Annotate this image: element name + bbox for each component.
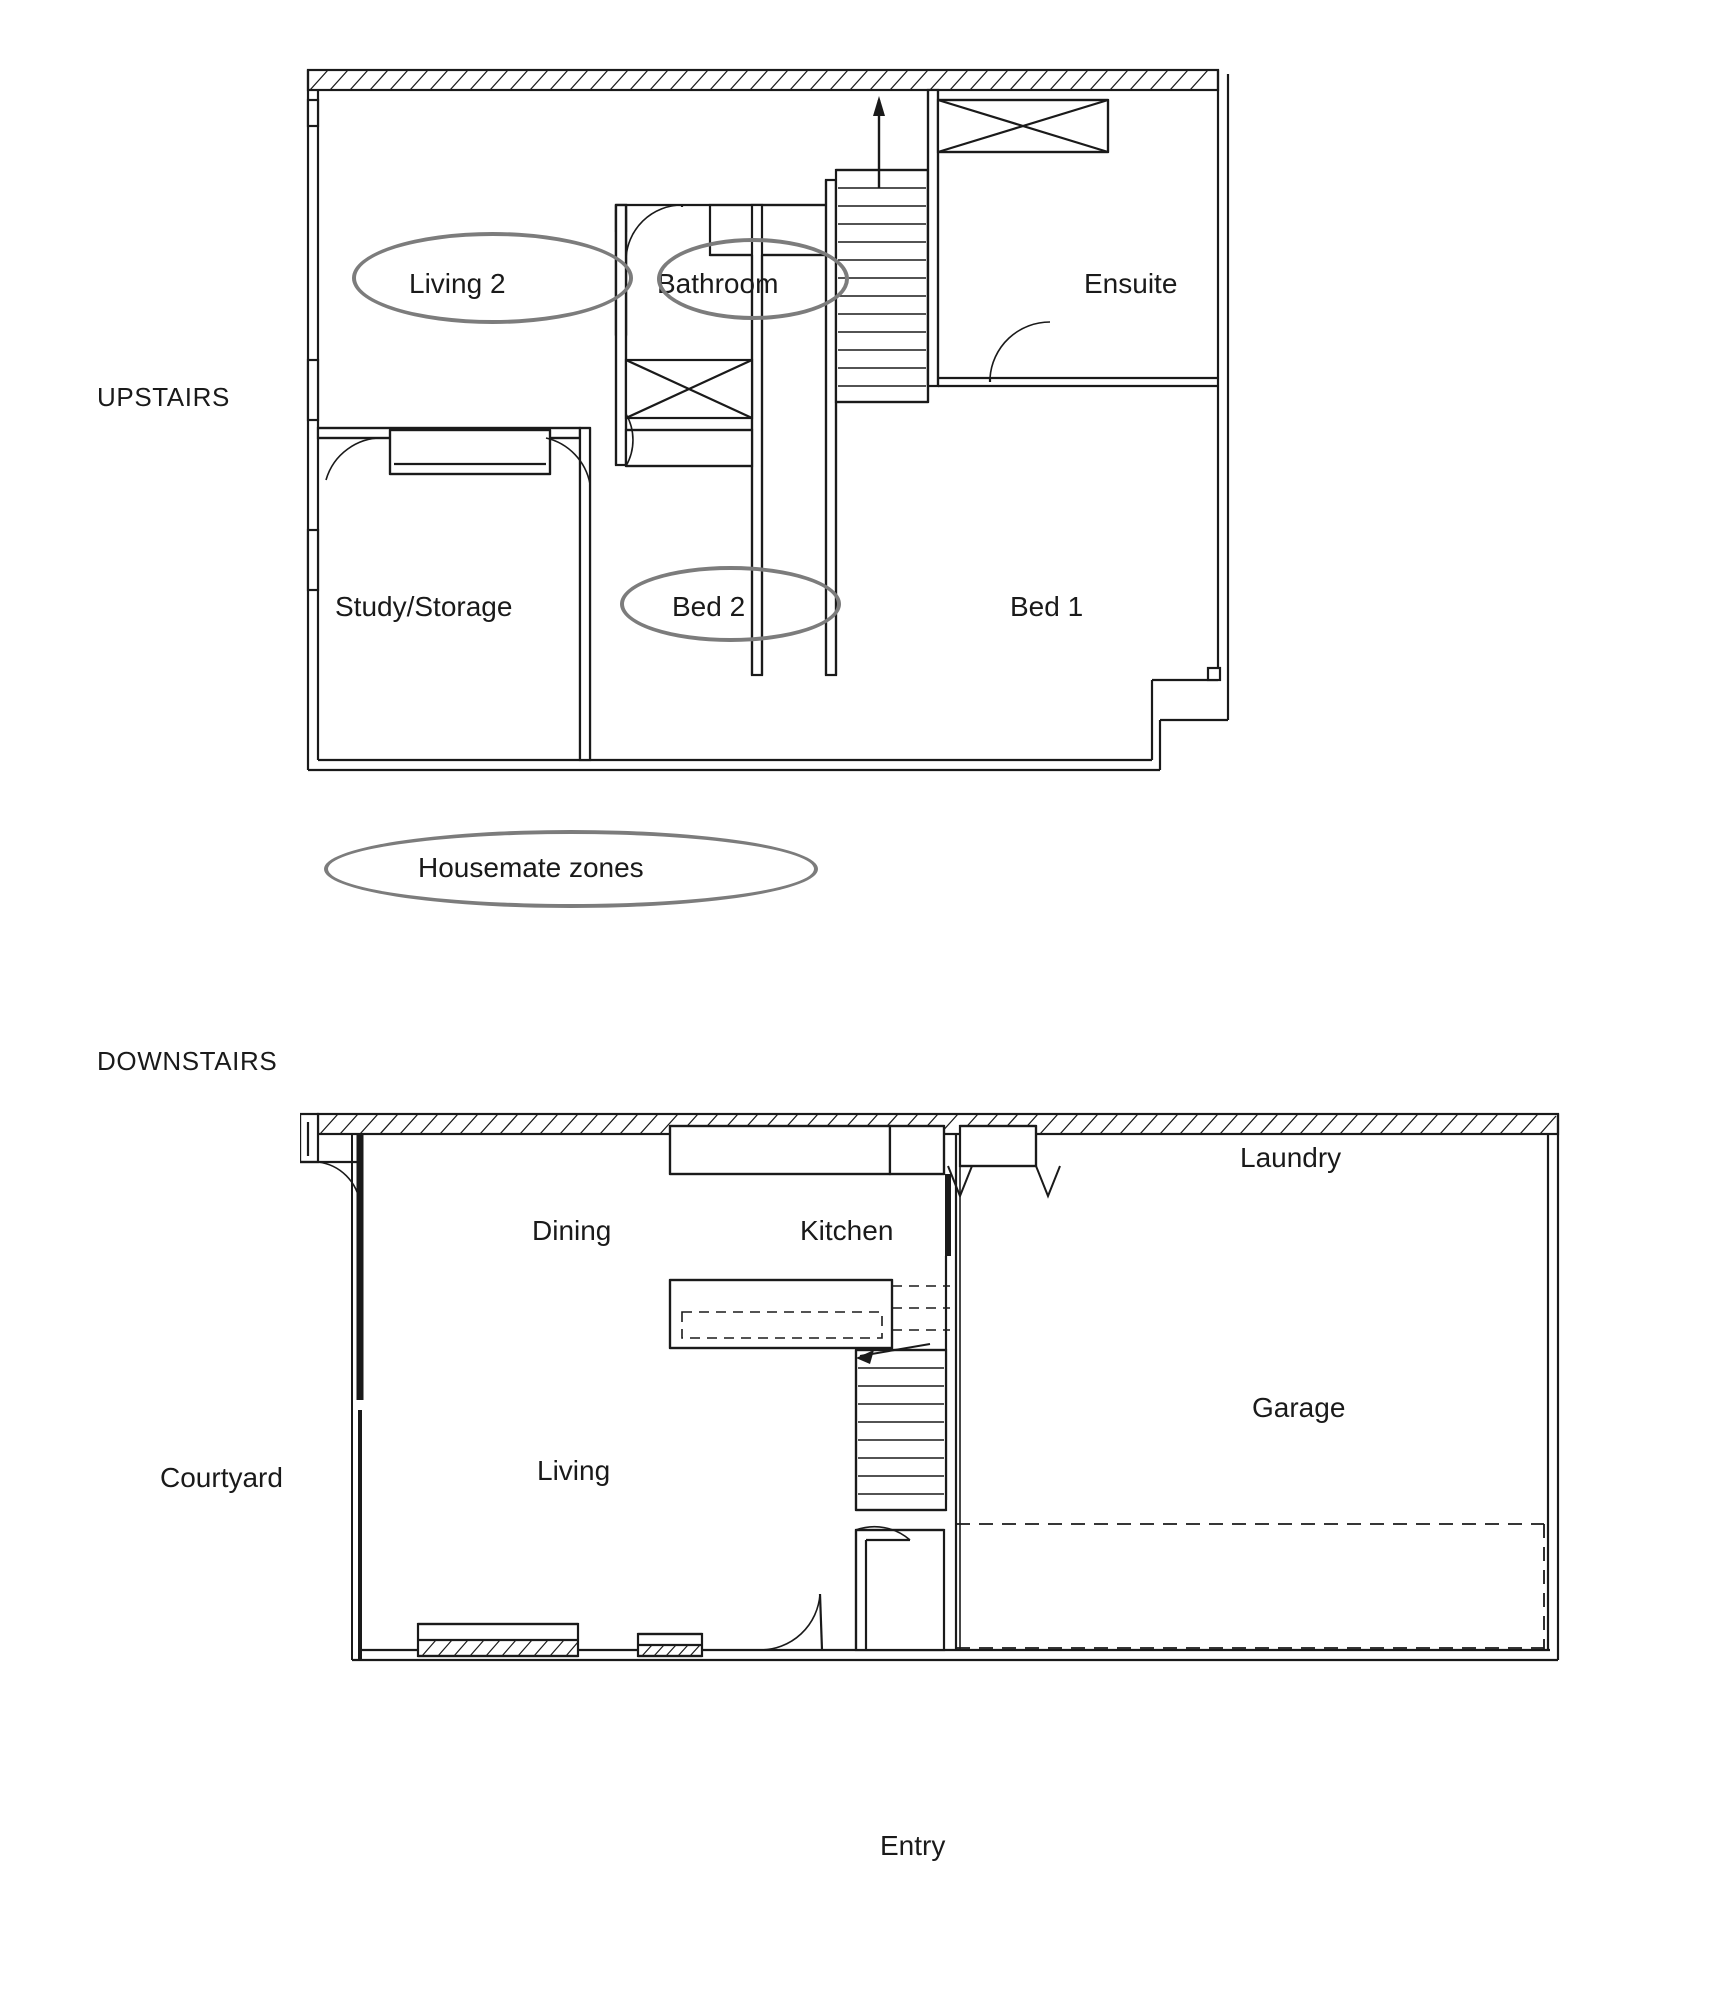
room-label-bed-1: Bed 1 — [1010, 591, 1084, 622]
room-label-entry: Entry — [880, 1830, 946, 1861]
room-label-kitchen: Kitchen — [800, 1215, 894, 1246]
room-label-living-2: Living 2 — [409, 268, 506, 299]
room-label-living: Living — [537, 1455, 611, 1486]
room-label-courtyard: Courtyard — [160, 1462, 283, 1493]
room-label-dining: Dining — [532, 1215, 612, 1246]
room-label-ensuite: Ensuite — [1084, 268, 1178, 299]
floor-label-upstairs: UPSTAIRS — [97, 382, 230, 412]
highlight-ellipse-living-2 — [352, 232, 633, 324]
room-label-study-storage: Study/Storage — [335, 591, 513, 622]
annotation-housemate-zones: Housemate zones — [418, 852, 644, 883]
highlight-ellipse-bathroom — [657, 238, 849, 320]
upstairs-plan — [290, 60, 1280, 780]
highlight-ellipse-bed-2 — [620, 566, 841, 642]
downstairs-plan-svg — [300, 1100, 1590, 1780]
room-label-laundry: Laundry — [1240, 1142, 1342, 1173]
room-label-bed-2: Bed 2 — [672, 591, 746, 622]
downstairs-plan — [300, 1100, 1590, 1780]
room-label-bathroom: Bathroom — [657, 268, 779, 299]
upstairs-plan-svg — [290, 60, 1280, 780]
room-label-garage: Garage — [1252, 1392, 1346, 1423]
floor-label-downstairs: DOWNSTAIRS — [97, 1046, 278, 1076]
